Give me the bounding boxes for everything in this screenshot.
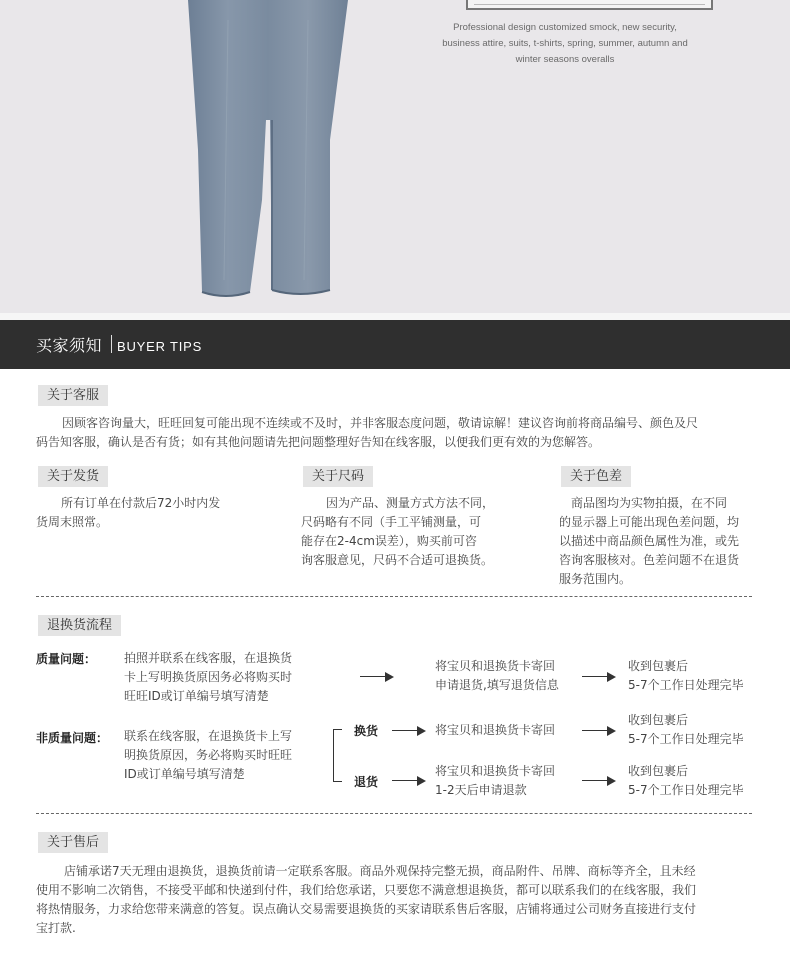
size-text — [301, 494, 521, 570]
after-sales-label: 关于售后 — [38, 832, 108, 853]
returns-label: 退换货流程 — [38, 615, 121, 636]
refund-label: 退货 — [354, 775, 379, 789]
hero-caption-line: Professional design customized smock, new security, — [453, 22, 677, 33]
exchange-step3 — [628, 711, 758, 749]
text-line: ID或订单编号填写清楚 — [124, 767, 245, 781]
hero-caption — [425, 20, 705, 68]
text-line: 询客服意见，尺码不合适可退换货。 — [301, 553, 494, 567]
hero-caption-line: business attire, suits, t-shirts, spring, summer, autumn and — [442, 38, 688, 49]
refund-step2 — [435, 762, 585, 800]
arrow-right-icon — [582, 672, 616, 682]
nonquality-step1 — [124, 727, 324, 784]
text-line: 服务范围内。 — [559, 572, 632, 586]
branch-tick — [333, 729, 342, 730]
exchange-label: 换货 — [354, 724, 379, 738]
text-line: 能存在2-4cm误差），购买前可咨 — [301, 534, 477, 548]
header-title-cn: 买家须知 — [36, 336, 103, 355]
arrow-right-icon — [360, 672, 394, 682]
refund-step3 — [628, 762, 758, 800]
white-frame — [466, 0, 713, 10]
quality-step1 — [124, 649, 324, 706]
after-sales-text — [36, 862, 758, 938]
text-line: 收到包裹后 — [628, 764, 689, 778]
quality-step2 — [435, 657, 595, 695]
exchange-step2 — [435, 721, 585, 740]
text-line: 所有订单在付款后72小时内发 — [61, 496, 221, 510]
header-title-en: BUYER TIPS — [117, 339, 203, 354]
text-line: 因为产品、测量方式方法不同， — [326, 496, 495, 510]
text-line: 宝打款. — [36, 921, 76, 935]
text-line: 的显示器上可能出现色差问题，均 — [559, 515, 740, 529]
text-line: 因顾客咨询量大，旺旺回复可能出现不连续或不及时，并非客服态度问题，敬请谅解！建议咨询前将商品编号、颜色及尺 — [62, 416, 699, 430]
text-line: 拍照并联系在线客服，在退换货 — [124, 651, 293, 665]
size-label: 关于尺码 — [303, 466, 373, 487]
text-line: 货周末照常。 — [36, 515, 109, 529]
text-line: 5-7个工作日处理完毕 — [628, 678, 744, 692]
text-line: 码告知客服，确认是否有货；如有其他问题请先把问题整理好告知在线客服，以便我们更有效的为您解答。 — [36, 435, 601, 449]
text-line: 将热情服务，力求给您带来满意的答复。误点确认交易需要退换货的买家请联系售后客服，店铺将通过公司财务直接进行支付 — [36, 902, 697, 916]
arrow-right-icon — [392, 726, 426, 736]
header-separator — [111, 335, 112, 353]
shipping-text — [36, 494, 256, 532]
text-line: 卡上写明换货原因务必将购买时 — [124, 670, 293, 684]
color-text — [559, 494, 759, 589]
text-line: 申请退货,填写退货信息 — [435, 678, 559, 692]
customer-service-text — [36, 414, 756, 452]
product-hero — [0, 0, 790, 313]
text-line: 联系在线客服，在退换货卡上写 — [124, 729, 293, 743]
text-line: 咨询客服核对。色差问题不在退货 — [559, 553, 740, 567]
customer-service-label: 关于客服 — [38, 385, 108, 406]
text-line: 将宝贝和退换货卡寄回 — [435, 723, 556, 737]
branch-tick — [333, 781, 342, 782]
quality-issue-label: 质量问题： — [36, 652, 97, 666]
text-line: 1-2天后申请退款 — [435, 783, 527, 797]
arrow-right-icon — [392, 776, 426, 786]
branch-bracket — [333, 729, 334, 782]
shipping-label: 关于发货 — [38, 466, 108, 487]
dashed-divider — [36, 596, 752, 597]
pants-image — [180, 0, 370, 300]
hero-caption-line: winter seasons overalls — [515, 54, 615, 65]
buyer-tips-header — [0, 320, 790, 369]
text-line: 商品图均为实物拍摄，在不同 — [571, 496, 728, 510]
text-line: 5-7个工作日处理完毕 — [628, 783, 744, 797]
text-line: 将宝贝和退换货卡寄回 — [435, 659, 556, 673]
text-line: 旺旺ID或订单编号填写清楚 — [124, 689, 269, 703]
hero-divider — [0, 313, 790, 320]
text-line: 收到包裹后 — [628, 713, 689, 727]
text-line: 收到包裹后 — [628, 659, 689, 673]
nonquality-issue-label: 非质量问题： — [36, 731, 109, 745]
arrow-right-icon — [582, 776, 616, 786]
text-line: 店铺承诺7天无理由退换货，退换货前请一定联系客服。商品外观保持完整无损，商品附件、吊牌、商标等齐全，且未经 — [64, 864, 696, 878]
text-line: 明换货原因，务必将购买时旺旺 — [124, 748, 293, 762]
text-line: 尺码略有不同（手工平铺测量，可 — [301, 515, 482, 529]
dashed-divider — [36, 813, 752, 814]
arrow-right-icon — [582, 726, 616, 736]
text-line: 使用不影响二次销售，不接受平邮和快递到付件，我们给您承诺，只要您不满意想退换货，都可以联系我们的在线客服，我们 — [36, 883, 697, 897]
text-line: 以描述中商品颜色属性为准，或先 — [559, 534, 740, 548]
color-label: 关于色差 — [561, 466, 631, 487]
text-line: 将宝贝和退换货卡寄回 — [435, 764, 556, 778]
quality-step3 — [628, 657, 758, 695]
text-line: 5-7个工作日处理完毕 — [628, 732, 744, 746]
